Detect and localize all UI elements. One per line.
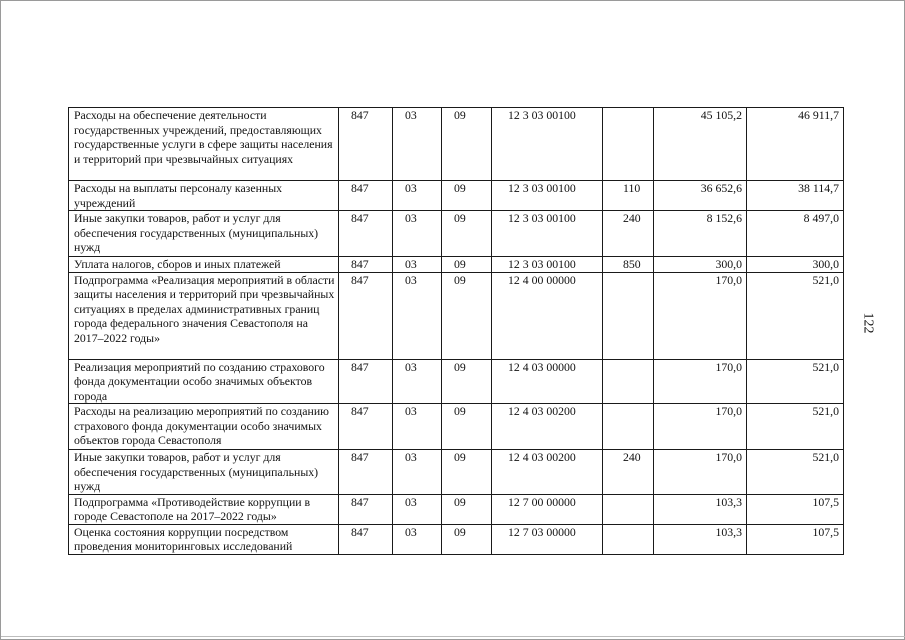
cell-section: 03 [393,359,442,404]
page-bottom-edge [1,636,905,637]
cell-amount-1: 36 652,6 [654,181,747,211]
cell-amount-2: 107,5 [747,494,844,524]
cell-target-code: 12 4 00 00000 [492,272,603,359]
table-row [69,494,844,524]
cell-subsection: 09 [442,181,492,211]
cell-name: Расходы на выплаты персоналу казенных учреждений [69,181,339,211]
cell-amount-1: 170,0 [654,272,747,359]
cell-section: 03 [393,211,442,257]
cell-amount-2: 46 911,7 [747,108,844,181]
cell-amount-1: 45 105,2 [654,108,747,181]
cell-expense-type: 240 [603,450,654,495]
page-number: 122 [860,312,876,334]
cell-subsection: 09 [442,211,492,257]
table-row [69,524,844,554]
cell-section: 03 [393,257,442,273]
cell-subsection: 09 [442,404,492,450]
cell-amount-2: 521,0 [747,272,844,359]
cell-target-code: 12 7 03 00000 [492,524,603,554]
cell-name: Расходы на реализацию мероприятий по созданию страхового фонда документации особо значимых объектов города Севастополя [69,404,339,450]
table-row [69,181,844,211]
cell-name: Иные закупки товаров, работ и услуг для обеспечения государственных (муниципальных) нужд [69,450,339,495]
table-row [69,359,844,404]
cell-amount-2: 107,5 [747,524,844,554]
cell-amount-2: 38 114,7 [747,181,844,211]
cell-subsection: 09 [442,272,492,359]
cell-section: 03 [393,272,442,359]
cell-section: 03 [393,108,442,181]
table-row [69,211,844,257]
cell-name: Оценка состояния коррупции посредством проведения мониторинговых исследований [69,524,339,554]
table-body [69,108,844,555]
cell-ministry: 847 [339,404,393,450]
cell-name: Иные закупки товаров, работ и услуг для обеспечения государственных (муниципальных) нужд [69,211,339,257]
cell-section: 03 [393,494,442,524]
cell-amount-1: 300,0 [654,257,747,273]
table-row [69,450,844,495]
cell-ministry: 847 [339,450,393,495]
cell-expense-type [603,494,654,524]
cell-amount-1: 8 152,6 [654,211,747,257]
cell-expense-type [603,404,654,450]
table-row [69,108,844,181]
cell-subsection: 09 [442,450,492,495]
cell-subsection: 09 [442,108,492,181]
cell-expense-type [603,108,654,181]
cell-ministry: 847 [339,359,393,404]
cell-amount-2: 8 497,0 [747,211,844,257]
cell-target-code: 12 7 00 00000 [492,494,603,524]
cell-amount-1: 103,3 [654,524,747,554]
table-row [69,257,844,273]
cell-subsection: 09 [442,257,492,273]
cell-target-code: 12 4 03 00200 [492,404,603,450]
cell-name: Реализация мероприятий по созданию страхового фонда документации особо значимых объектов города [69,359,339,404]
cell-ministry: 847 [339,211,393,257]
cell-target-code: 12 3 03 00100 [492,181,603,211]
cell-section: 03 [393,450,442,495]
cell-ministry: 847 [339,494,393,524]
cell-expense-type: 240 [603,211,654,257]
cell-section: 03 [393,404,442,450]
cell-name: Подпрограмма «Противодействие коррупции в городе Севастополе на 2017–2022 годы» [69,494,339,524]
cell-ministry: 847 [339,257,393,273]
cell-amount-1: 103,3 [654,494,747,524]
cell-name: Расходы на обеспечение деятельности государственных учреждений, предоставляющих государственные услуги в сфере защиты населения и территорий при чрезвычайных ситуациях [69,108,339,181]
cell-target-code: 12 3 03 00100 [492,257,603,273]
cell-subsection: 09 [442,524,492,554]
cell-amount-1: 170,0 [654,404,747,450]
cell-ministry: 847 [339,108,393,181]
cell-name: Уплата налогов, сборов и иных платежей [69,257,339,273]
cell-amount-2: 521,0 [747,404,844,450]
cell-name: Подпрограмма «Реализация мероприятий в области защиты населения и территорий при чрезвычайных ситуациях в пределах административных границ города федерального значения Севастополя на 2017–2022 годы» [69,272,339,359]
cell-target-code: 12 3 03 00100 [492,108,603,181]
cell-expense-type [603,272,654,359]
cell-subsection: 09 [442,359,492,404]
cell-expense-type [603,524,654,554]
cell-amount-1: 170,0 [654,450,747,495]
cell-ministry: 847 [339,181,393,211]
table-row [69,272,844,359]
cell-amount-1: 170,0 [654,359,747,404]
cell-expense-type: 850 [603,257,654,273]
cell-target-code: 12 4 03 00000 [492,359,603,404]
budget-table [68,107,844,555]
cell-ministry: 847 [339,524,393,554]
cell-amount-2: 521,0 [747,359,844,404]
cell-amount-2: 521,0 [747,450,844,495]
cell-expense-type [603,359,654,404]
table-row [69,404,844,450]
cell-subsection: 09 [442,494,492,524]
cell-expense-type: 110 [603,181,654,211]
cell-section: 03 [393,181,442,211]
cell-target-code: 12 4 03 00200 [492,450,603,495]
cell-amount-2: 300,0 [747,257,844,273]
cell-target-code: 12 3 03 00100 [492,211,603,257]
cell-section: 03 [393,524,442,554]
cell-ministry: 847 [339,272,393,359]
